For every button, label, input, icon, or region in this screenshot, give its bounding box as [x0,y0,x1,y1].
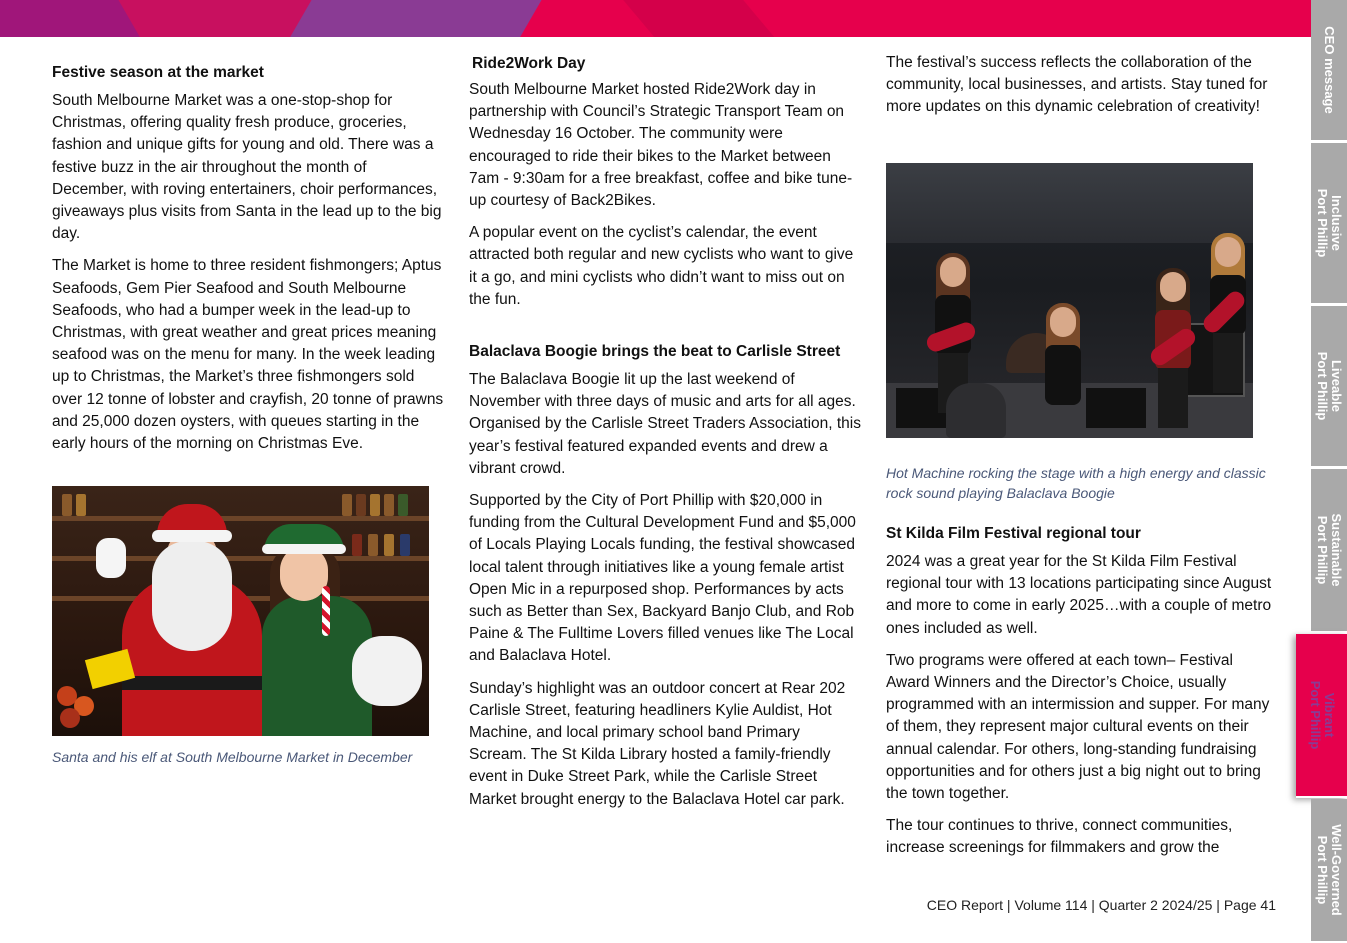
paragraph-boogie-2: Supported by the City of Port Phillip with $20,000 in funding from the Cultural Development Fund and $5,000 of Locals Playing Locals funding, the festival showcased local talent through initiatives like a young female artist Open Mic in a repurposed shop. Performances by acts such as Better than Sex, Backyard Banjo Club, and Rob Paine & The Fulltime Lovers filled venues like The Local and Balaclava Hotel. [469,492,856,665]
photo-hot-machine-concert [886,163,1253,438]
heading-balaclava-boogie: Balaclava Boogie brings the beat to Carlisle Street [469,343,841,361]
paragraph-boogie-1: The Balaclava Boogie lit up the last weekend of November with three days of music and arts for all ages. Organised by the Carlisle Street Traders Association, this year’s festival featured expanded events and drew a vibrant crowd. [469,371,861,477]
paragraph-film-festival-3: The tour continues to thrive, connect communities, increase screenings for filmmakers and grow the [886,817,1233,857]
heading-festive-season: Festive season at the market [52,64,264,81]
paragraph-film-festival-2: Two programs were offered at each town– Festival Award Winners and the Director’s Choice, usually programmed with an intermission and supper. For many of them, they represent major cultural events on their annual calendar. For others, long-standing fundraising opportunities and for others just a big night out to bring the town together. [886,651,1270,803]
tab-liveable-port-phillip[interactable]: Liveable Port Phillip [1311,306,1347,468]
caption-hot-machine: Hot Machine rocking the stage with a high energy and classic rock sound playing Balaclava Boogie [886,465,1266,501]
heading-ride2work: Ride2Work Day [472,55,586,72]
paragraph-festive-2: The Market is home to three resident fishmongers; Aptus Seafoods, Gem Pier Seafood and South Melbourne Seafoods, who had a bumper week in the lead-up to Christmas, with great weather and great prices meaning seafood was on the menu for many. In the week leading up to Christmas, the Market’s three fishmongers sold over 12 tonne of lobster and crayfish, 20 tonne of prawns and 25,000 dozen oysters, with queues starting in the early hours of the morning on Christmas Eve. [52,257,444,453]
column-3-top [886,52,1278,129]
section-tabs [1307,0,1347,941]
tab-inclusive-port-phillip[interactable]: Inclusive Port Phillip [1311,143,1347,305]
header-banner [0,0,1311,37]
heading-st-kilda-film-festival: St Kilda Film Festival regional tour [886,525,1141,542]
column-3-bottom [886,523,1278,870]
column-1 [52,62,444,465]
paragraph-festive-1: South Melbourne Market was a one-stop-shop for Christmas, offering quality fresh produce, groceries, fashion and unique gifts for young and old. There was a festive buzz in the air throughout the month of December, with roving entertainers, choir performances, giveaways plus visits from Santa in the lead up to the big day. [52,92,442,243]
page-footer: CEO Report | Volume 114 | Quarter 2 2024/25 | Page 41 [926,897,1276,913]
tab-vibrant-port-phillip[interactable]: Vibrant Port Phillip [1296,634,1347,798]
tab-sustainable-port-phillip[interactable]: Sustainable Port Phillip [1311,469,1347,633]
tab-well-governed-port-phillip[interactable]: Well-Governed Port Phillip [1311,799,1347,943]
tab-ceo-message[interactable]: CEO message [1311,0,1347,142]
paragraph-film-festival-1: 2024 was a great year for the St Kilda Film Festival regional tour with 13 locations participating since August and more to come in early 2025…with a couple of metro ones included as well. [886,553,1272,637]
column-2 [469,53,861,821]
paragraph-ride2work-2: A popular event on the cyclist’s calendar, the event attracted both regular and new cyclists who want to give it a go, and mini cyclists who didn’t want to miss out on the fun. [469,224,854,308]
paragraph-boogie-3: Sunday’s highlight was an outdoor concert at Rear 202 Carlisle Street, featuring headliners Kylie Auldist, Hot Machine, and local primary school band Primary Scream. The St Kilda Library hosted a family-friendly event in Duke Street Park, while the Carlisle Street Market brought energy to the Balaclava Hotel car park. [469,679,846,808]
photo-santa-and-elf [52,486,429,736]
paragraph-festival-success: The festival’s success reflects the collaboration of the community, local businesses, and artists. Stay tuned for more updates on this dynamic celebration of creativity! [886,54,1268,116]
caption-santa: Santa and his elf at South Melbourne Market in December [52,749,413,765]
paragraph-ride2work-1: South Melbourne Market hosted Ride2Work day in partnership with Council’s Strategic Transport Team on Wednesday 16 October. The community were encouraged to ride their bikes to the Market between 7am - 9:30am for a free breakfast, coffee and bike tune-up courtesy of Back2Bikes. [469,81,853,210]
